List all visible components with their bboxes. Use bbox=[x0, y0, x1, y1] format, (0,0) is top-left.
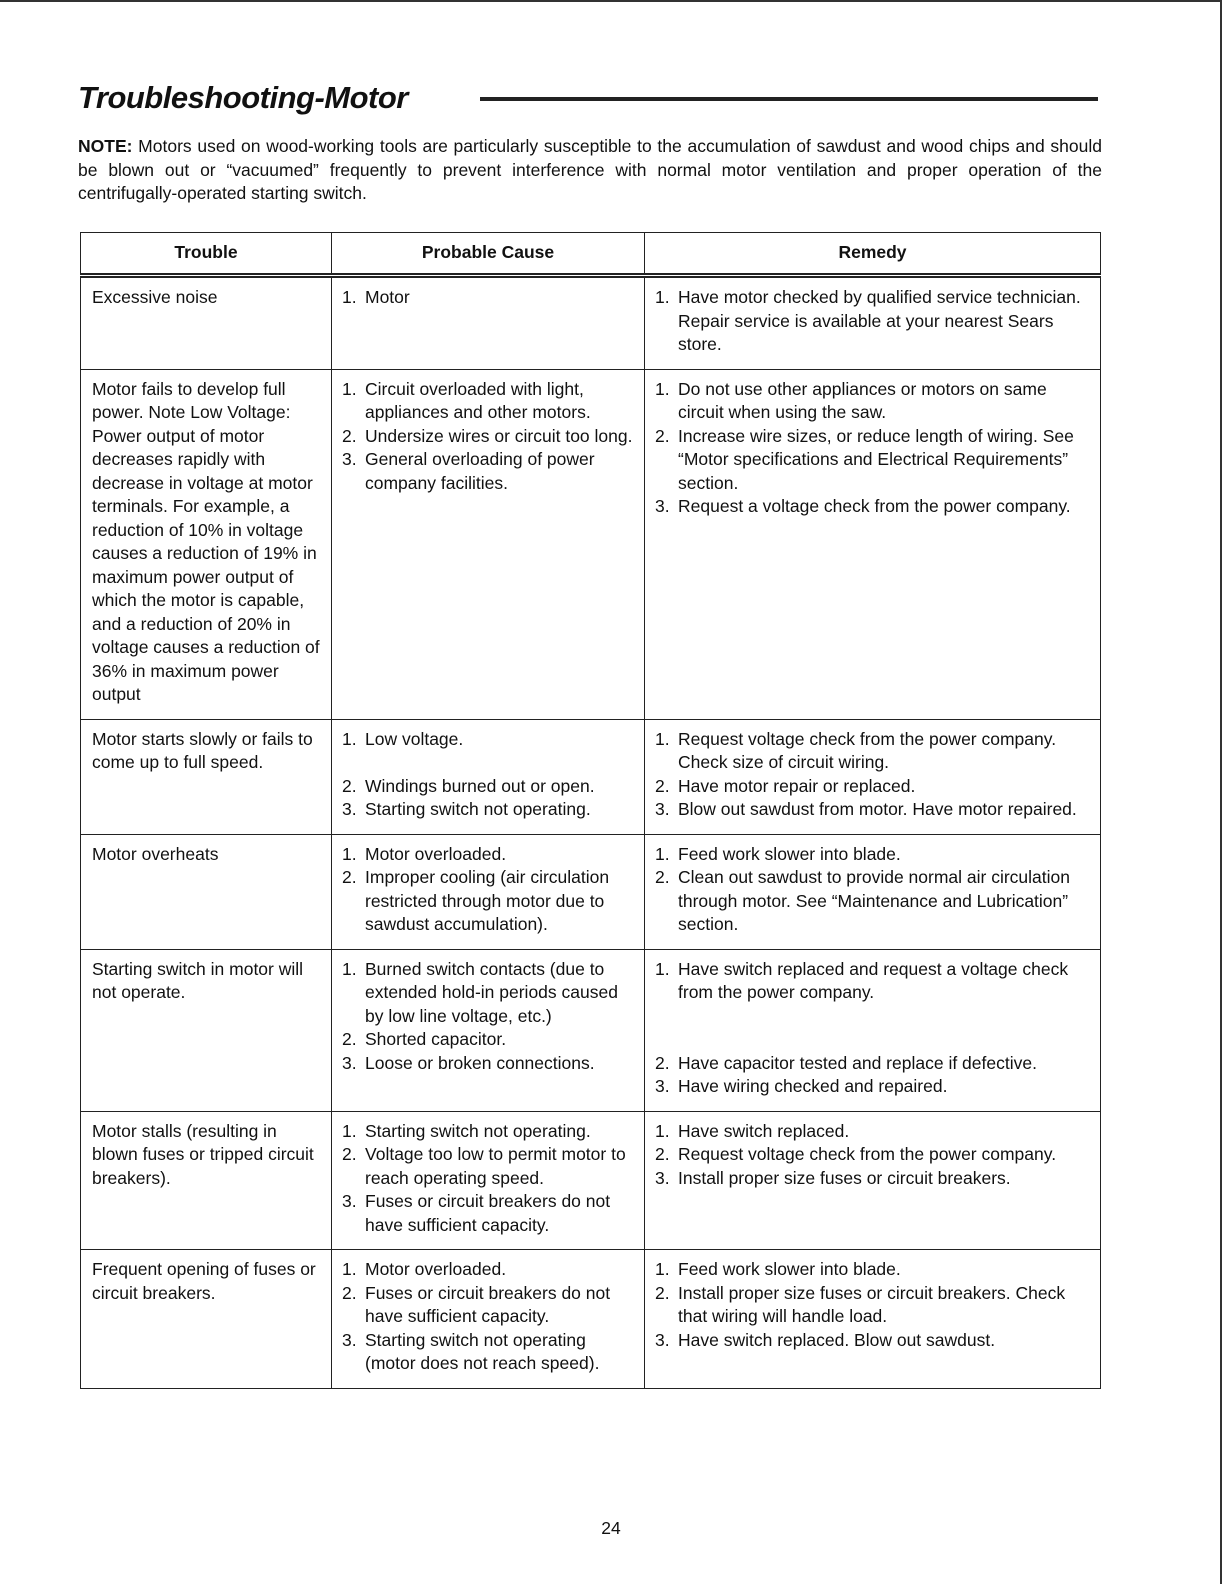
remedy-item: 2. Install proper size fuses or circuit breakers. Check that wiring will handle load. bbox=[655, 1282, 1066, 1326]
trouble-cell: Motor starts slowly or fails to come up to full speed. bbox=[81, 719, 332, 834]
cause-item: 3. General overloading of power company facilities. bbox=[342, 449, 595, 493]
remedy-item: 3. Have switch replaced. Blow out sawdust. bbox=[655, 1329, 996, 1350]
remedy-item: 3. Have wiring checked and repaired. bbox=[655, 1076, 948, 1096]
trouble-cell: Motor overheats bbox=[81, 834, 332, 949]
cause-item: 1. Motor bbox=[342, 287, 410, 307]
cause-item: 1. Circuit overloaded with light, appliances and other motors. bbox=[342, 378, 591, 422]
remedy-item: 1. Request voltage check from the power company. Check size of circuit wiring. bbox=[655, 728, 1057, 772]
table-row bbox=[81, 1111, 1101, 1250]
title-rule bbox=[480, 97, 1098, 101]
remedy-item: 2. Clean out sawdust to provide normal air circulation through motor. See “Maintenance and Lubrication” section. bbox=[655, 867, 1070, 934]
page-number: 24 bbox=[601, 1518, 621, 1538]
troubleshooting-table-container bbox=[80, 232, 1100, 1389]
table-row bbox=[81, 276, 1101, 370]
cause-item: 1. Motor overloaded. bbox=[342, 1259, 507, 1279]
troubleshooting-table bbox=[80, 232, 1101, 1389]
trouble-cell: Starting switch in motor will not operate. bbox=[81, 949, 332, 1111]
cause-item: 2. Improper cooling (air circulation restricted through motor due to sawdust accumulation). bbox=[342, 867, 610, 934]
trouble-cell: Frequent opening of fuses or circuit breakers. bbox=[81, 1250, 332, 1389]
remedy-cell bbox=[645, 834, 1101, 949]
table-row bbox=[81, 834, 1101, 949]
remedy-cell bbox=[645, 276, 1101, 370]
page-top-border bbox=[0, 0, 1222, 2]
note-text: Motors used on wood-working tools are particularly susceptible to the accumulation of sawdust and wood chips and should be blown out or “vacuumed” frequently to prevent interference with normal motor ventilation and proper operation of the centrifugally-operated starting switch. bbox=[78, 136, 1102, 203]
remedy-cell bbox=[645, 1250, 1101, 1389]
title-row bbox=[78, 80, 1098, 124]
header-trouble: Trouble bbox=[81, 233, 332, 276]
cause-item: 1. Burned switch contacts (due to extended hold-in periods caused by low line voltage, etc.) bbox=[342, 958, 618, 1026]
cause-cell bbox=[332, 1111, 645, 1250]
remedy-item: 2. Request voltage check from the power company. bbox=[655, 1144, 1057, 1164]
cause-item: 3. Starting switch not operating. bbox=[342, 799, 591, 819]
page-title: Troubleshooting-Motor bbox=[78, 80, 408, 115]
cause-cell bbox=[332, 834, 645, 949]
cause-item: 3. Loose or broken connections. bbox=[342, 1052, 595, 1073]
cause-cell bbox=[332, 369, 645, 719]
header-remedy: Remedy bbox=[645, 233, 1101, 276]
remedy-item: 3. Request a voltage check from the power company. bbox=[655, 496, 1071, 516]
remedy-cell bbox=[645, 369, 1101, 719]
remedy-item: 1. Have motor checked by qualified service technician. Repair service is available at your nearest Sears store. bbox=[655, 287, 1081, 354]
cause-item: 2. Fuses or circuit breakers do not have sufficient capacity. bbox=[342, 1282, 611, 1326]
table-row bbox=[81, 719, 1101, 834]
cause-cell bbox=[332, 276, 645, 370]
cause-item: 1. Low voltage. bbox=[342, 728, 464, 749]
remedy-cell bbox=[645, 719, 1101, 834]
cause-item: 2. Voltage too low to permit motor to reach operating speed. bbox=[342, 1144, 626, 1188]
table-header-row bbox=[81, 233, 1101, 276]
remedy-item: 3. Blow out sawdust from motor. Have motor repaired. bbox=[655, 799, 1077, 819]
remedy-item: 1. Feed work slower into blade. bbox=[655, 843, 901, 864]
remedy-item: 2. Have capacitor tested and replace if defective. bbox=[655, 1052, 1037, 1073]
table-row bbox=[81, 369, 1101, 719]
table-row bbox=[81, 949, 1101, 1111]
cause-item: 2. Shorted capacitor. bbox=[342, 1029, 507, 1049]
trouble-cell: Motor fails to develop full power. Note Low Voltage: Power output of motor decreases rapidly with decrease in voltage at motor terminals. For example, a reduction of 10% in voltage causes a reduction of 19% in maximum power output of which the motor is capable, and a reduction of 20% in voltage causes a reduction of 36% in maximum power output bbox=[81, 369, 332, 719]
trouble-cell: Motor stalls (resulting in blown fuses or tripped circuit breakers). bbox=[81, 1111, 332, 1250]
cause-cell bbox=[332, 949, 645, 1111]
cause-item: 3. Fuses or circuit breakers do not have sufficient capacity. bbox=[342, 1191, 611, 1235]
cause-item: 2. Undersize wires or circuit too long. bbox=[342, 425, 633, 446]
remedy-cell bbox=[645, 949, 1101, 1111]
cause-cell bbox=[332, 719, 645, 834]
note-label: NOTE: bbox=[78, 136, 133, 156]
trouble-cell: Excessive noise bbox=[81, 276, 332, 370]
cause-item: 1. Motor overloaded. bbox=[342, 843, 507, 864]
remedy-item: 1. Have switch replaced and request a voltage check from the power company. bbox=[655, 958, 1069, 1002]
remedy-item: 3. Install proper size fuses or circuit breakers. bbox=[655, 1167, 1011, 1188]
remedy-cell bbox=[645, 1111, 1101, 1250]
cause-item: 2. Windings burned out or open. bbox=[342, 775, 595, 796]
note-paragraph bbox=[78, 135, 1102, 206]
cause-cell bbox=[332, 1250, 645, 1389]
remedy-item: 1. Feed work slower into blade. bbox=[655, 1259, 901, 1279]
remedy-item: 1. Have switch replaced. bbox=[655, 1120, 850, 1141]
remedy-item: 2. Increase wire sizes, or reduce length of wiring. See “Motor specifications and Electrical Requirements” section. bbox=[655, 425, 1074, 493]
header-probable-cause: Probable Cause bbox=[332, 233, 645, 276]
remedy-item: 2. Have motor repair or replaced. bbox=[655, 775, 916, 796]
table-row bbox=[81, 1250, 1101, 1389]
cause-item: 1. Starting switch not operating. bbox=[342, 1120, 591, 1141]
remedy-item: 1. Do not use other appliances or motors on same circuit when using the saw. bbox=[655, 378, 1047, 422]
cause-item: 3. Starting switch not operating (motor does not reach speed). bbox=[342, 1329, 600, 1373]
